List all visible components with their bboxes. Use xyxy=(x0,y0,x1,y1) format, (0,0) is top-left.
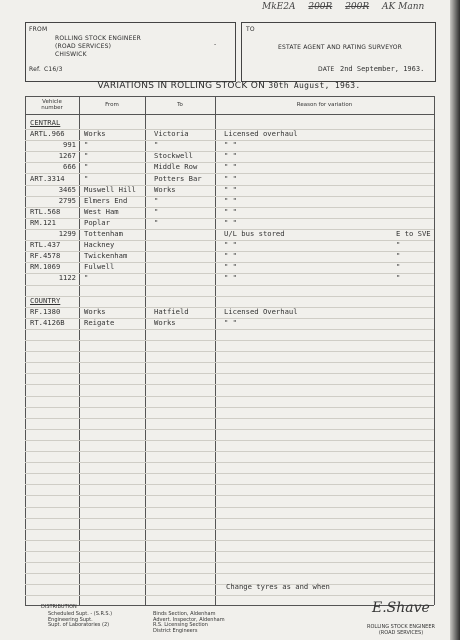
ruled-line xyxy=(25,473,434,474)
cell-extra: E to SVE xyxy=(396,229,431,238)
table-right-border xyxy=(434,96,435,605)
cell-to: Potters Bar xyxy=(154,174,202,183)
distribution-entry: Engineering Supt. xyxy=(48,616,93,623)
ruled-line xyxy=(25,595,434,596)
annotation-item: AK Mann xyxy=(382,2,425,12)
ruled-line xyxy=(25,551,434,552)
cell-reason: " " xyxy=(224,196,237,205)
cell-from: Elmers End xyxy=(84,196,128,205)
cell-vehicle: RF.4578 xyxy=(30,251,61,260)
cell-from: " xyxy=(84,151,89,160)
column-header-to: To xyxy=(177,102,183,108)
ruled-line xyxy=(25,484,434,485)
from-line: ROLLING STOCK ENGINEER xyxy=(55,35,141,42)
page-title xyxy=(25,81,433,91)
annotation-item: MkE2A xyxy=(262,2,296,12)
cell-vehicle: COUNTRY xyxy=(30,296,61,305)
cell-to: Victoria xyxy=(154,129,189,138)
cell-extra: " xyxy=(396,262,401,271)
title-text: VARIATIONS IN ROLLING STOCK ON xyxy=(97,81,266,91)
cell-to: Works xyxy=(154,185,176,194)
ruled-line xyxy=(25,495,434,496)
cell-vehicle: 3465 xyxy=(58,185,76,194)
distribution-entry: R.S. Licensing Section xyxy=(153,622,208,628)
cell-reason: " " xyxy=(224,218,237,227)
ruled-line xyxy=(25,540,434,541)
distribution-entry: Binds Section, Aldenham xyxy=(153,611,216,617)
annotation-item: 200R xyxy=(345,2,370,12)
cell-extra: " xyxy=(396,240,401,249)
distribution-entry: Supt. of Laboratories (2) xyxy=(48,622,110,628)
date-value: 2nd September, 1963. xyxy=(340,65,425,73)
cell-to: " xyxy=(154,218,159,227)
cell-to: Works xyxy=(154,318,176,327)
ruled-line xyxy=(25,373,434,374)
cell-vehicle: 666 xyxy=(63,162,76,171)
ruled-line xyxy=(25,340,434,341)
ruled-line xyxy=(25,440,434,441)
distribution-entry: Scheduled Supt. - (S.R.S.) xyxy=(48,611,113,617)
cell-from: Poplar xyxy=(84,218,110,227)
signature: E.Shave xyxy=(372,600,430,616)
cell-vehicle: RT.4126B xyxy=(30,318,65,327)
ruled-line xyxy=(25,329,434,330)
cell-vehicle: RM.1069 xyxy=(30,262,61,271)
column-header-vehicle xyxy=(25,99,79,111)
ref-value: C16/3 xyxy=(44,66,63,73)
from-line: (ROAD SERVICES) xyxy=(55,43,112,50)
annotation-item: 200R xyxy=(308,2,333,12)
handwritten-annotation xyxy=(262,2,458,24)
cell-from: " xyxy=(84,162,89,171)
cell-reason: " " xyxy=(224,207,237,216)
cell-vehicle: RTL.437 xyxy=(30,240,61,249)
cell-to: Middle Row xyxy=(154,162,198,171)
cell-reason: " " xyxy=(224,251,237,260)
distribution-label: DISTRIBUTION xyxy=(41,604,77,610)
cell-from: Reigate xyxy=(84,318,115,327)
column-header-from: From xyxy=(105,102,119,108)
ruled-line xyxy=(25,418,434,419)
ruled-line xyxy=(25,451,434,452)
cell-from: Twickenham xyxy=(84,251,128,260)
cell-from: " xyxy=(84,140,89,149)
header-dash: - xyxy=(214,41,217,48)
cell-reason: U/L bus stored xyxy=(224,229,285,238)
cell-vehicle: RF.1380 xyxy=(30,307,61,316)
ruled-line xyxy=(25,384,434,385)
table-header-border xyxy=(25,114,434,115)
ruled-line xyxy=(25,562,434,563)
variation-note: Change tyres as and when xyxy=(226,582,330,591)
ruled-line xyxy=(25,362,434,363)
ruled-line xyxy=(25,573,434,574)
title-date: 30th August, 1963. xyxy=(268,81,361,90)
column-header-line: Vehicle xyxy=(42,99,62,105)
from-label: FROM xyxy=(29,26,48,33)
page-edge-shadow xyxy=(450,0,460,640)
distribution-list-1 xyxy=(48,612,112,629)
ruled-line xyxy=(25,429,434,430)
cell-from: " xyxy=(84,174,89,183)
signatory-title-line: ROLLING STOCK ENGINEER xyxy=(367,624,435,630)
distribution-entry: District Engineers xyxy=(153,627,198,634)
cell-reason: " " xyxy=(224,318,237,327)
cell-extra: " xyxy=(396,273,401,282)
cell-reason: " " xyxy=(224,185,237,194)
cell-from: Tottenham xyxy=(84,229,123,238)
column-header-line: number xyxy=(41,105,63,111)
ref-label: Ref. xyxy=(29,66,41,73)
cell-vehicle: 2795 xyxy=(58,196,76,205)
cell-vehicle: 1122 xyxy=(58,273,76,282)
ruled-line xyxy=(25,529,434,530)
ruled-line xyxy=(25,407,434,408)
cell-vehicle: CENTRAL xyxy=(30,118,61,127)
signatory-title xyxy=(356,625,446,636)
cell-reason: " " xyxy=(224,174,237,183)
cell-to: Stockwell xyxy=(154,151,193,160)
ruled-line xyxy=(25,396,434,397)
cell-reason: " " xyxy=(224,162,237,171)
cell-reason: Licensed Overhaul xyxy=(224,307,298,316)
cell-to: " xyxy=(154,196,159,205)
table-top-border xyxy=(25,96,434,97)
cell-vehicle: 1299 xyxy=(58,229,76,238)
distribution-list-2 xyxy=(153,612,225,634)
ruled-line xyxy=(25,285,434,286)
ruled-line xyxy=(25,296,434,297)
cell-reason: " " xyxy=(224,151,237,160)
cell-from: Fulwell xyxy=(84,262,115,271)
cell-reason: " " xyxy=(224,273,237,282)
to-box xyxy=(241,22,436,82)
to-value: ESTATE AGENT AND RATING SURVEYOR xyxy=(278,44,403,51)
signatory-title-line: (ROAD SERVICES) xyxy=(378,629,424,636)
to-label: TO xyxy=(246,26,255,33)
cell-vehicle: 1267 xyxy=(58,151,76,160)
cell-extra: " xyxy=(396,251,401,260)
cell-vehicle: RM.121 xyxy=(30,218,56,227)
ruled-line xyxy=(25,462,434,463)
cell-reason: " " xyxy=(224,140,237,149)
distribution-entry: Advert. Inspector, Aldenham xyxy=(153,616,225,623)
date-label: DATE xyxy=(318,66,335,73)
cell-reason: Licensed overhaul xyxy=(224,129,298,138)
cell-vehicle: ART.3314 xyxy=(30,174,65,183)
cell-from: Works xyxy=(84,307,106,316)
cell-from: Muswell Hill xyxy=(84,185,136,194)
cell-reason: " " xyxy=(224,240,237,249)
ruled-line xyxy=(25,507,434,508)
column-header-reason: Reason for variation xyxy=(296,102,353,108)
cell-from: Works xyxy=(84,129,106,138)
cell-vehicle: RTL.568 xyxy=(30,207,61,216)
ruled-line xyxy=(25,351,434,352)
cell-vehicle: ARTL.966 xyxy=(30,129,65,138)
cell-to: " xyxy=(154,207,159,216)
cell-from: " xyxy=(84,273,89,282)
cell-vehicle: 991 xyxy=(63,140,76,149)
cell-to: Hatfield xyxy=(154,307,189,316)
from-line: CHISWICK xyxy=(55,51,87,58)
cell-from: Hackney xyxy=(84,240,115,249)
cell-reason: " " xyxy=(224,262,237,271)
ruled-line xyxy=(25,518,434,519)
cell-from: West Ham xyxy=(84,207,119,216)
cell-to: " xyxy=(154,140,159,149)
